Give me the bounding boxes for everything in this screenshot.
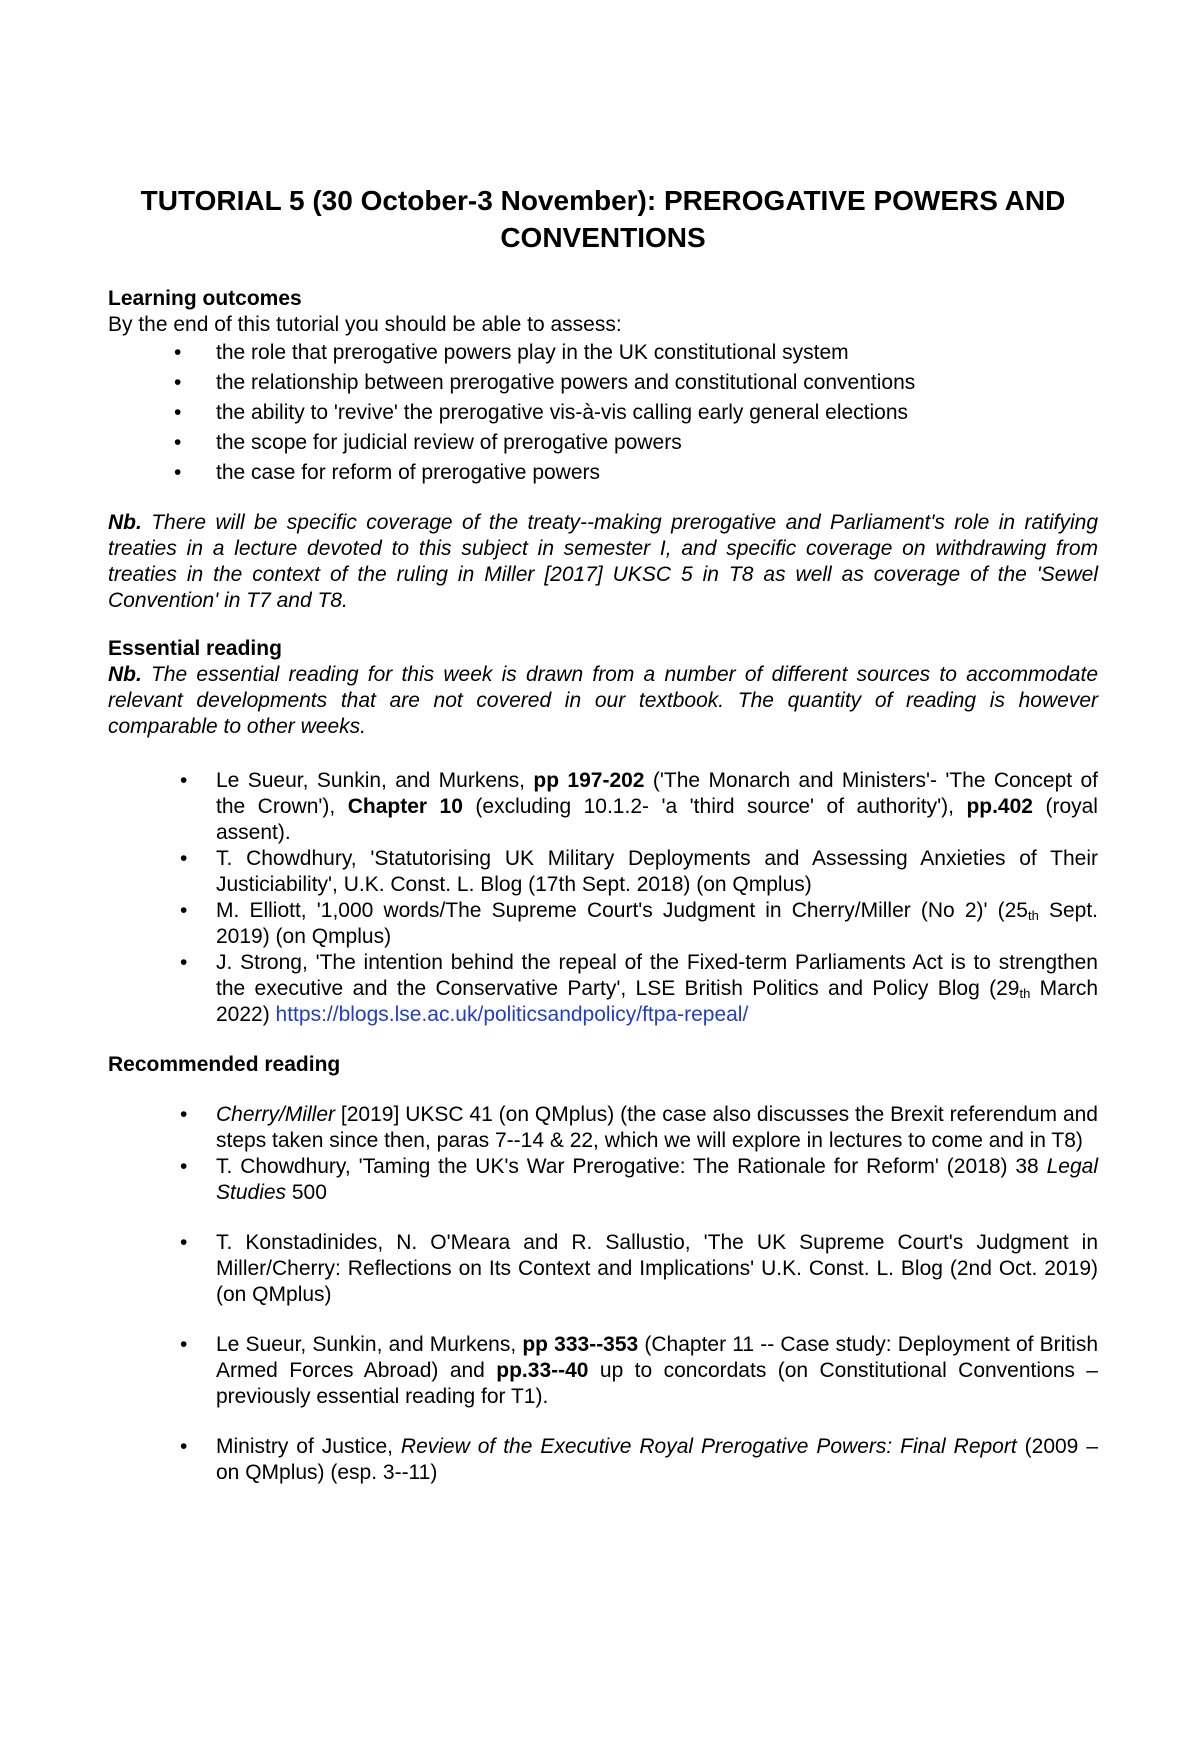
- reading-text: March 2022): [216, 977, 1099, 1026]
- list-item: [108, 1332, 1098, 1410]
- bullet-icon: •: [180, 1103, 188, 1126]
- note-label: Nb.: [108, 663, 142, 686]
- list-item: [108, 1102, 1098, 1154]
- reading-text: Le Sueur, Sunkin, and Murkens,: [216, 1333, 523, 1356]
- reading-text: Ministry of Justice,: [216, 1435, 401, 1458]
- bullet-icon: •: [180, 847, 188, 870]
- report-title: Review of the Executive Royal Prerogative Powers: Final Report: [400, 1435, 1017, 1458]
- recommended-reading-list-2: [108, 1230, 1098, 1308]
- list-item: [108, 398, 1098, 428]
- bullet-icon: •: [180, 769, 188, 792]
- recommended-reading-list-4: [108, 1434, 1098, 1486]
- reading-text: T. Chowdhury, 'Taming the UK's War Prerogative: The Rationale for Reform' (2018) 38: [216, 1155, 1047, 1178]
- reading-text: Sept. 2019) (on Qmplus): [216, 899, 1099, 948]
- reading-text: J. Strong, 'The intention behind the repeal of the Fixed-term Parliaments Act is to strengthen the executive and the Conservative Party', LSE British Politics and Policy Blog (29: [216, 951, 1098, 1000]
- bullet-icon: •: [174, 371, 182, 394]
- list-item: [108, 950, 1098, 1028]
- page-title: TUTORIAL 5 (30 October-3 November): PREROGATIVE POWERS AND CONVENTIONS: [140, 185, 1066, 253]
- bullet-icon: •: [174, 431, 182, 454]
- case-name: Cherry/Miller: [216, 1103, 336, 1126]
- learning-outcomes-intro: By the end of this tutorial you should be able to assess:: [108, 313, 622, 336]
- list-item: [108, 1434, 1098, 1486]
- bullet-icon: •: [180, 1231, 188, 1254]
- bullet-icon: •: [174, 401, 182, 424]
- essential-reading-heading: Essential reading: [108, 637, 282, 660]
- chapter-ref: Chapter 10: [347, 795, 463, 818]
- reading-text: (royal assent).: [216, 795, 1098, 844]
- bullet-icon: •: [174, 341, 182, 364]
- list-item: [108, 898, 1098, 950]
- ordinal-suffix: th: [1019, 986, 1031, 1001]
- bullet-icon: •: [180, 1333, 188, 1356]
- reading-text: (Chapter 11 -- Case study: Deployment of British Armed Forces Abroad) and: [216, 1333, 1098, 1382]
- learning-outcomes-heading: Learning outcomes: [108, 287, 302, 310]
- reading-text: (excluding 10.1.2- 'a 'third source' of authority'),: [462, 795, 967, 818]
- list-item: [108, 338, 1098, 368]
- page-range: pp 333--353: [522, 1333, 639, 1356]
- learning-note: [108, 510, 1098, 614]
- list-item-text: the relationship between prerogative powers and constitutional conventions: [216, 371, 916, 394]
- reading-text: (2009 – on QMplus) (esp. 3--11): [216, 1435, 1098, 1484]
- essential-note: [108, 662, 1098, 740]
- bullet-icon: •: [180, 1435, 188, 1458]
- list-item: [108, 1154, 1098, 1206]
- ordinal-suffix: th: [1028, 908, 1039, 923]
- page-range: pp.33--40: [496, 1359, 589, 1382]
- recommended-reading-list-3: [108, 1332, 1098, 1410]
- reading-text: T. Chowdhury, 'Statutorising UK Military Deployments and Assessing Anxieties of Their Justiciability', U.K. Const. L. Blog (17th Sept. 2018) (on Qmplus): [216, 847, 1098, 896]
- list-item-text: the role that prerogative powers play in the UK constitutional system: [216, 341, 849, 364]
- list-item: [108, 768, 1098, 846]
- reading-text: Le Sueur, Sunkin, and Murkens,: [216, 769, 534, 792]
- list-item-text: the scope for judicial review of prerogative powers: [216, 431, 682, 454]
- list-item: [108, 368, 1098, 398]
- recommended-reading-heading: Recommended reading: [108, 1053, 341, 1076]
- page-range: pp.402: [966, 795, 1033, 818]
- reading-text: [2019] UKSC 41 (on QMplus) (the case also discusses the Brexit referendum and steps taken since then, paras 7--14 & 22, which we will explore in lectures to come and in T8): [216, 1103, 1098, 1152]
- lse-blog-link[interactable]: https://blogs.lse.ac.uk/politicsandpolicy/ftpa-repeal/: [275, 1003, 749, 1026]
- reading-text: ('The Monarch and Ministers'- 'The Concept of the Crown'),: [216, 769, 1098, 818]
- page-range: pp 197-202: [533, 769, 645, 792]
- note-text: The essential reading for this week is drawn from a number of different sources to accommodate relevant developments that are not covered in our textbook. The quantity of reading is however comparable to other weeks.: [108, 663, 1098, 738]
- note-text: There will be specific coverage of the treaty--making prerogative and Parliament's role in ratifying treaties in a lecture devoted to this subject in semester I, and specific coverage on withdrawing from treaties in the context of the ruling in Miller [2017] UKSC 5 in T8 as well as coverage of the 'Sewel Convention' in T7 and T8.: [108, 511, 1098, 612]
- list-item: [108, 846, 1098, 898]
- reading-text: T. Konstadinides, N. O'Meara and R. Sallustio, 'The UK Supreme Court's Judgment in Miller/Cherry: Reflections on Its Context and Implications' U.K. Const. L. Blog (2nd Oct. 2019) (on QMplus): [216, 1231, 1098, 1306]
- journal-name: Legal Studies: [216, 1155, 1098, 1204]
- bullet-icon: •: [180, 951, 188, 974]
- list-item: [108, 458, 1098, 488]
- list-item-text: the case for reform of prerogative powers: [216, 461, 601, 484]
- note-label: Nb.: [108, 511, 142, 534]
- bullet-icon: •: [180, 1155, 188, 1178]
- reading-text: 500: [286, 1181, 327, 1204]
- reading-text: M. Elliott, '1,000 words/The Supreme Court's Judgment in Cherry/Miller (No 2)' (25: [216, 899, 1028, 922]
- essential-reading-list: [108, 768, 1098, 1028]
- bullet-icon: •: [174, 461, 182, 484]
- list-item: [108, 428, 1098, 458]
- bullet-icon: •: [180, 899, 188, 922]
- document-page: [108, 182, 1098, 1486]
- reading-text: up to concordats (on Constitutional Conventions – previously essential reading for T1).: [216, 1359, 1098, 1408]
- list-item: [108, 1230, 1098, 1308]
- recommended-reading-list: [108, 1102, 1098, 1206]
- list-item-text: the ability to 'revive' the prerogative vis-à-vis calling early general elections: [216, 401, 909, 424]
- learning-outcomes-list: [108, 338, 1098, 488]
